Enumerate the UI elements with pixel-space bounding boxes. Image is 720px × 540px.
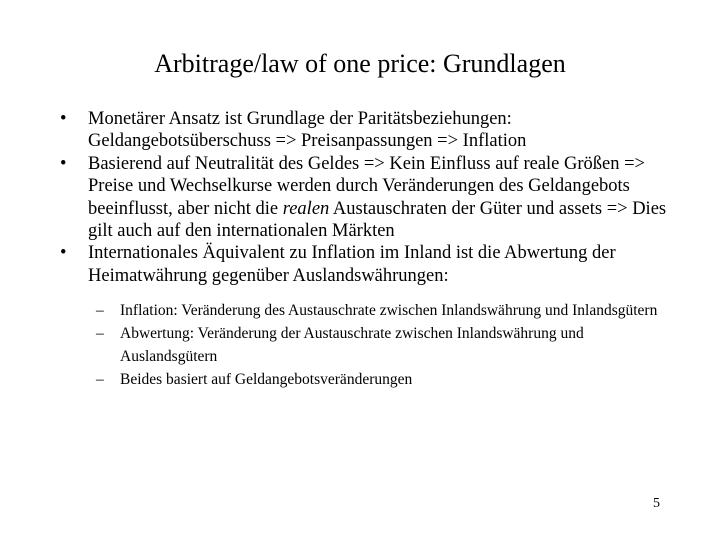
bullet-text — [88, 153, 680, 243]
sub-bullet-marker: – — [96, 325, 104, 343]
bullet-item — [60, 153, 680, 243]
sub-bullet-item — [96, 299, 680, 322]
emphasis-text: realen — [282, 198, 330, 219]
bullet-item — [60, 242, 680, 287]
page-number: 5 — [653, 496, 660, 511]
sub-bullet-text: Abwertung: Veränderung der Austauschrate zwischen Inlandswährung und Auslandsgütern — [120, 325, 584, 366]
sub-bullet-list — [96, 299, 680, 391]
bullet-text-part: Austauschraten der Güter und assets => Dies gilt auch auf den internationalen Märkten — [88, 198, 667, 242]
bullet-text-part: Basierend auf Neutralität des Geldes => Kein Einfluss auf reale Größen => Preise und Wechselkurse werden durch Veränderungen des Geldangebots beeinflusst, aber nicht die — [88, 153, 645, 219]
bullet-text: Internationales Äquivalent zu Inflation im Inland ist die Abwertung der Heimatwährung gegenüber Auslandswährungen: — [88, 243, 616, 286]
sub-bullet-marker: – — [96, 371, 104, 389]
slide-body — [60, 108, 680, 391]
bullet-marker: • — [60, 109, 67, 129]
sub-bullet-marker: – — [96, 302, 104, 320]
sub-bullet-item — [96, 322, 680, 368]
sub-bullet-text: Beides basiert auf Geldangebotsveränderungen — [120, 371, 413, 389]
sub-bullet-text: Inflation: Veränderung des Austauschrate zwischen Inlandswährung und Inlandsgütern — [120, 302, 658, 320]
bullet-marker: • — [60, 153, 67, 174]
slide-title: Arbitrage/law of one price: Grundlagen — [154, 49, 566, 78]
bullet-marker: • — [60, 243, 67, 264]
bullet-item — [60, 108, 680, 153]
bullet-text: Monetärer Ansatz ist Grundlage der Paritätsbeziehungen: Geldangebotsüberschuss => Preisanpassungen => Inflation — [88, 109, 527, 152]
sub-bullet-item — [96, 368, 680, 391]
